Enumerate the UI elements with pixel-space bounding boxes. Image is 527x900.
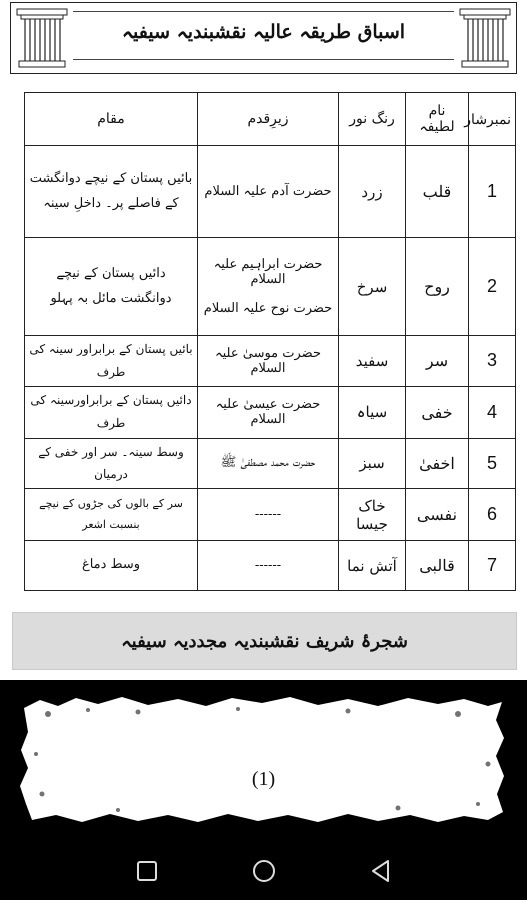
row-number: 5 <box>469 438 516 489</box>
row-under-foot: ------ <box>198 489 339 541</box>
banner-top-rule <box>73 11 454 12</box>
row-latifa: نفسی <box>406 489 469 541</box>
table-row <box>25 146 516 238</box>
navigation-bar <box>0 840 527 900</box>
row-number: 6 <box>469 489 516 541</box>
home-icon[interactable] <box>251 858 277 884</box>
table-row <box>25 541 516 591</box>
row-station: وسط دماغ <box>25 541 198 591</box>
row-color: سفید <box>339 336 406 387</box>
header-under-foot: زیرِقدم <box>198 93 339 146</box>
under-foot-line: حضرت نوح علیہ السلام <box>203 301 333 316</box>
row-under-foot: ------ <box>198 541 339 591</box>
recents-icon[interactable] <box>134 858 160 884</box>
table-row <box>25 238 516 336</box>
banner-bottom-rule <box>73 59 454 60</box>
table-row <box>25 336 516 387</box>
row-number: 3 <box>469 336 516 387</box>
row-under-foot: حضرت آدم علیہ السلام <box>198 146 339 238</box>
pillar-icon <box>458 7 512 69</box>
row-station: وسط سینہ۔ سر اور خفی کے درمیان <box>25 438 198 489</box>
row-color: زرد <box>339 146 406 238</box>
page-number: (1) <box>251 768 276 790</box>
shajra-button[interactable]: شجرۂ شریف نقشبندیہ مجددیہ سیفیہ <box>12 612 517 670</box>
row-station: دائیں پستان کے نیچے دوانگشت مائل بہ پہلو <box>25 238 198 336</box>
row-latifa: اخفیٰ <box>406 438 469 489</box>
pillar-icon <box>15 7 69 69</box>
row-under-foot: حضرت محمد مصطفیٰ ﷺ <box>198 438 339 489</box>
row-station: بائیں پستان کے برابراور سینہ کی طرف <box>25 336 198 387</box>
row-station: بائیں پستان کے نیچے دوانگشت کے فاصلے پر۔ داخلِ سینہ <box>25 146 198 238</box>
title-banner <box>10 2 517 74</box>
row-number: 4 <box>469 386 516 438</box>
row-latifa: قالبی <box>406 541 469 591</box>
row-under-foot <box>198 238 339 336</box>
header-latifa: نام لطیفہ <box>406 93 469 146</box>
row-color: سیاہ <box>339 386 406 438</box>
row-color: آتش نما <box>339 541 406 591</box>
row-under-foot: حضرت موسیٰ علیہ السلام <box>198 336 339 387</box>
row-number: 7 <box>469 541 516 591</box>
table-row <box>25 489 516 541</box>
header-station: مقام <box>25 93 198 146</box>
row-latifa: سر <box>406 336 469 387</box>
row-color: خاک جیسا <box>339 489 406 541</box>
row-station: دائیں پستان کے برابراورسینہ کی طرف <box>25 386 198 438</box>
page-preview <box>0 680 527 840</box>
row-station: سر کے بالوں کی جڑوں کے نیچے بنسبت اشعر <box>25 489 198 541</box>
row-latifa: خفی <box>406 386 469 438</box>
under-foot-line: حضرت ابراہیم علیہ السلام <box>213 257 323 287</box>
page-title: اسباق طریقہ عالیہ نقشبندیہ سیفیہ <box>121 21 406 43</box>
table-row <box>25 438 516 489</box>
row-color: سرخ <box>339 238 406 336</box>
table-header-row <box>25 93 516 146</box>
table-row <box>25 386 516 438</box>
lessons-table <box>24 92 516 591</box>
back-icon[interactable] <box>368 858 394 884</box>
row-number: 1 <box>469 146 516 238</box>
row-number: 2 <box>469 238 516 336</box>
header-color: رنگ نور <box>339 93 406 146</box>
row-latifa: قلب <box>406 146 469 238</box>
header-number: نمبرشار <box>469 93 516 146</box>
row-color: سبز <box>339 438 406 489</box>
row-under-foot: حضرت عیسیٰ علیہ السلام <box>198 386 339 438</box>
row-latifa: روح <box>406 238 469 336</box>
torn-paper-image <box>18 694 506 826</box>
